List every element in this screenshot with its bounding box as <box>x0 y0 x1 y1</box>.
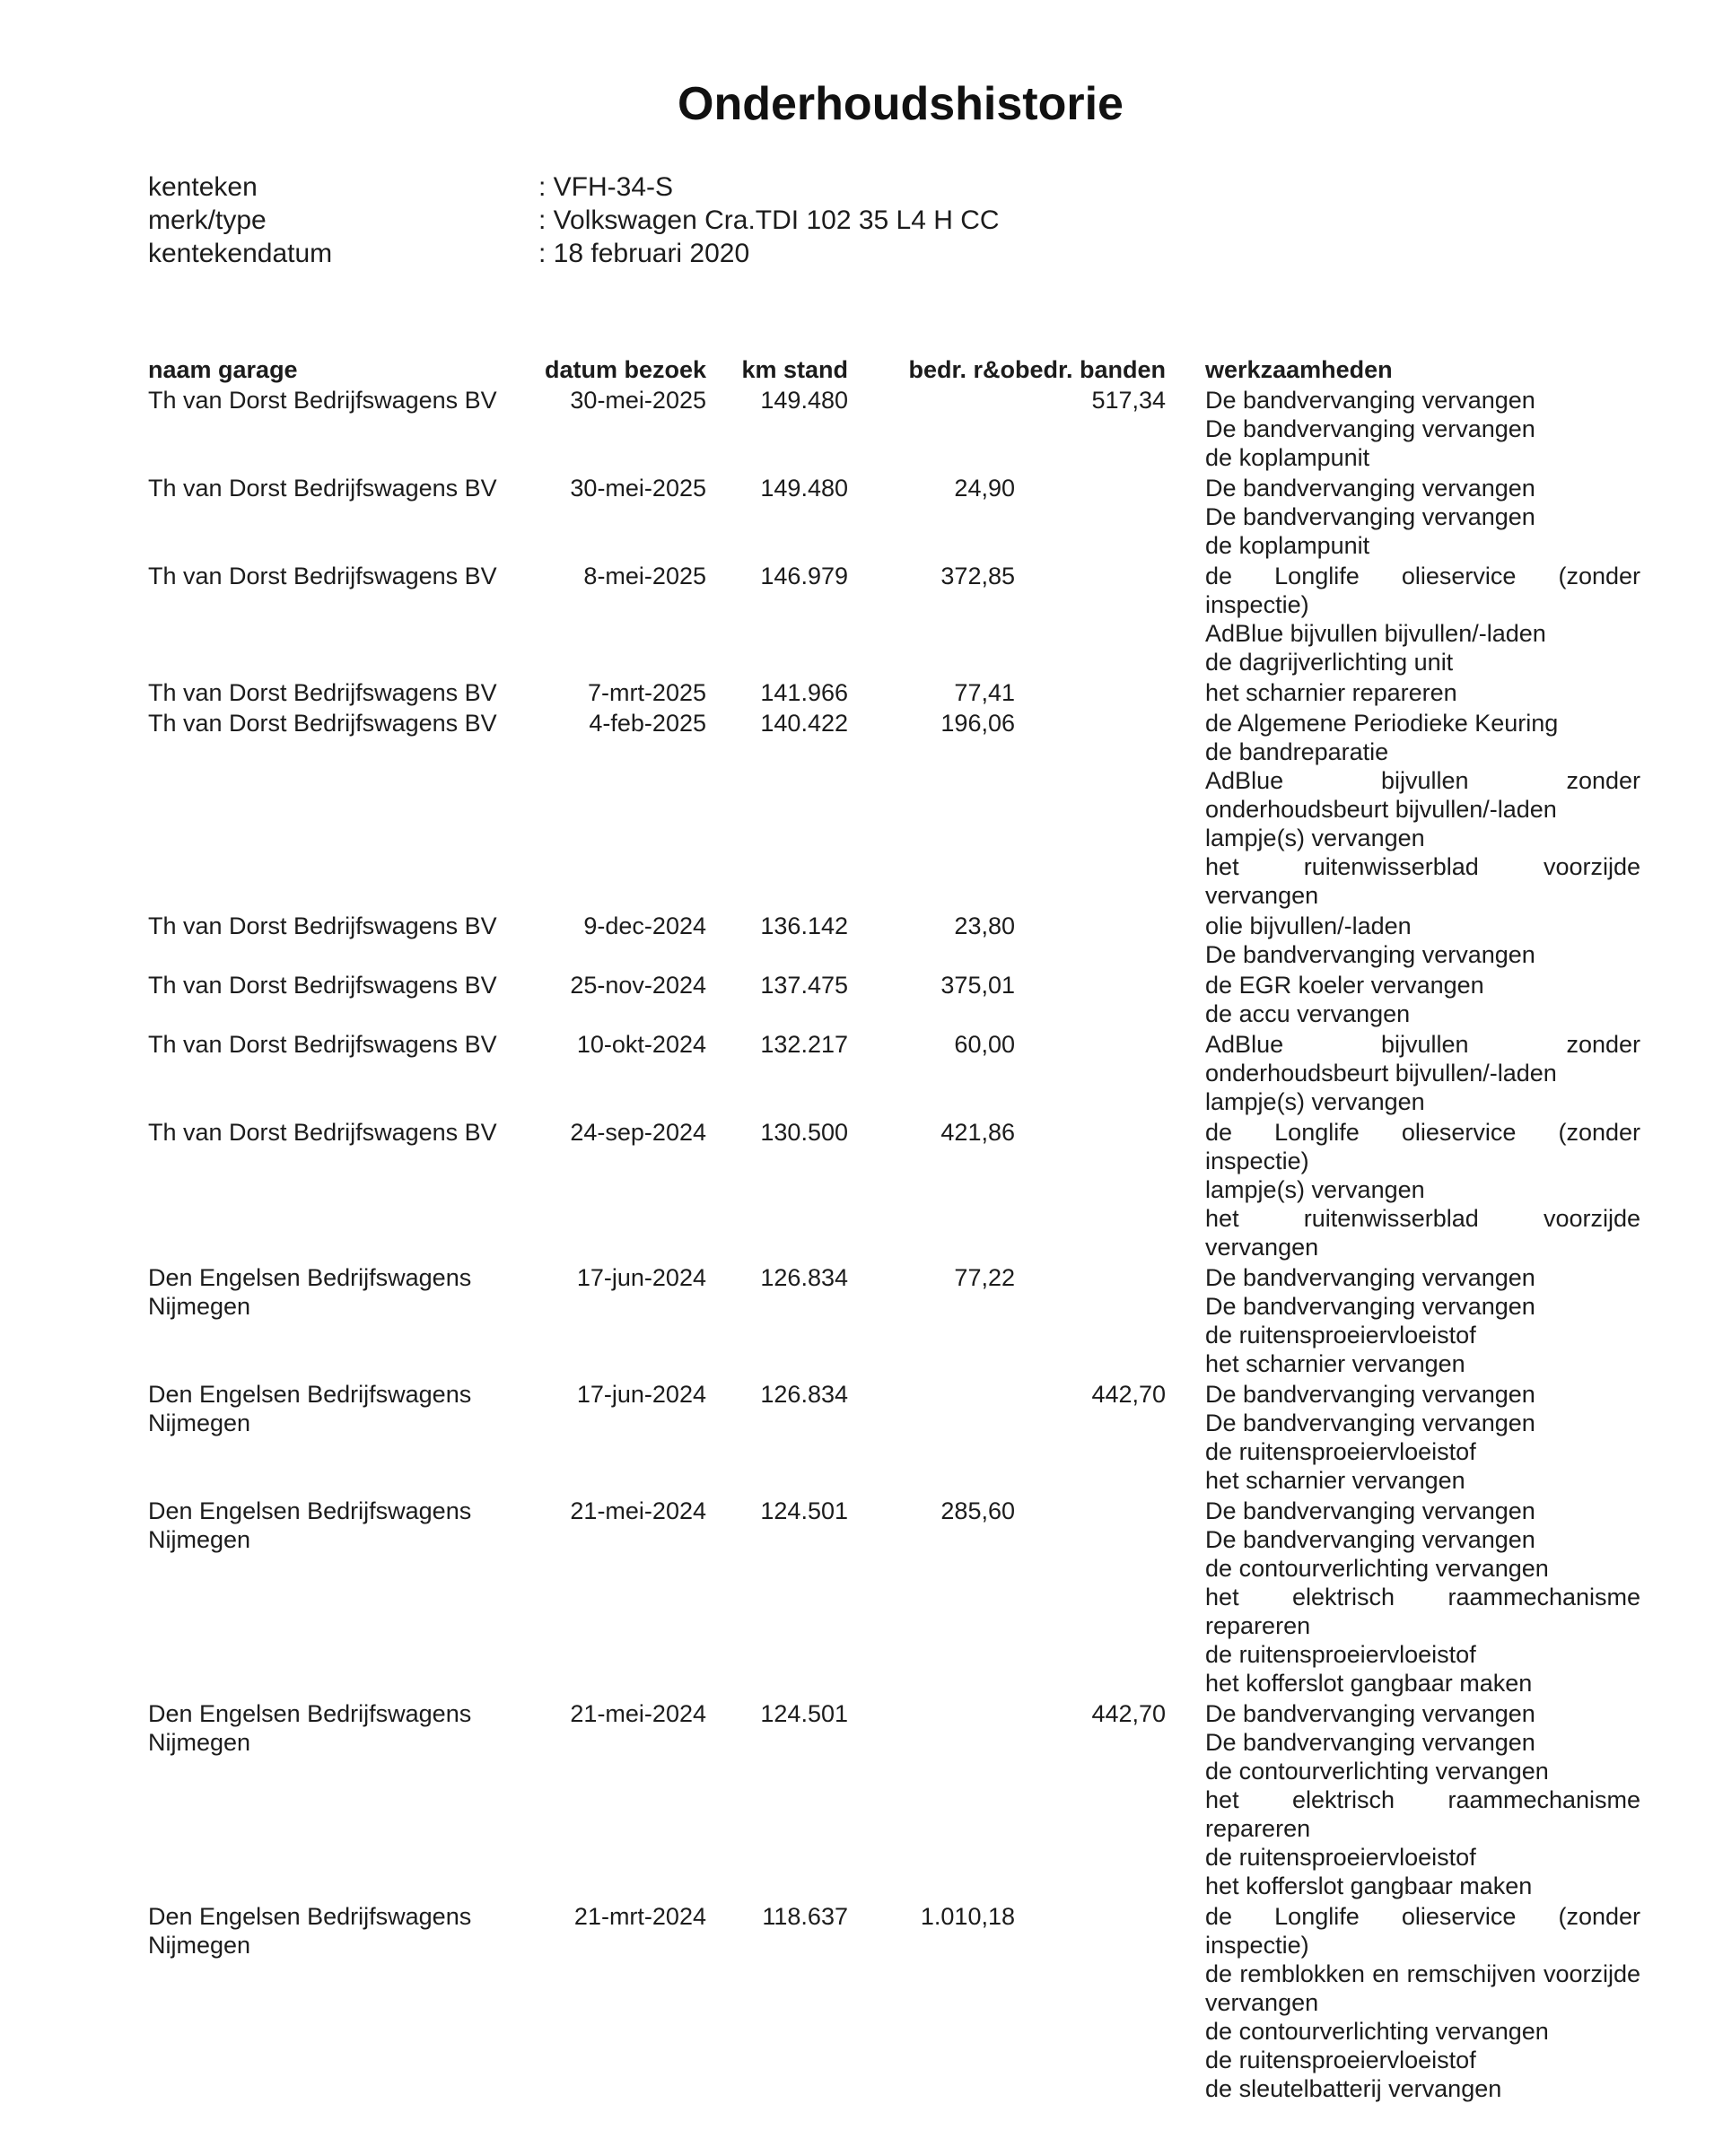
visit-date-cell: 7-mrt-2025 <box>587 679 706 706</box>
work-item: De bandvervanging vervangen <box>1205 415 1535 442</box>
garage-name-cell: Th van Dorst Bedrijfswagens BV <box>148 912 497 939</box>
page-title: Onderhoudshistorie <box>678 78 1124 130</box>
amount-tyres-cell <box>1015 709 1166 912</box>
work-item: De bandvervanging vervangen <box>1205 503 1535 530</box>
amount-tyres-cell: 442,70 <box>1091 1381 1167 1408</box>
work-item: De bandvervanging vervangen <box>1205 1410 1535 1436</box>
odometer-cell: 124.501 <box>760 1497 848 1524</box>
amount-tyres-cell <box>1015 1118 1166 1263</box>
table-body <box>148 386 1640 2105</box>
work-items-cell <box>1166 474 1640 562</box>
amount-repair-cell: 421,86 <box>940 1119 1015 1146</box>
column-header-work: werkzaamheden <box>1205 356 1393 383</box>
visit-date-cell: 10-okt-2024 <box>576 1031 706 1058</box>
odometer-cell: 136.142 <box>760 912 848 939</box>
visit-date-cell: 8-mei-2025 <box>583 563 706 589</box>
odometer-cell: 126.834 <box>760 1264 848 1291</box>
work-item: de ruitensproeiervloeistof <box>1205 1641 1476 1668</box>
work-item: de contourverlichting vervangen <box>1205 2018 1549 2045</box>
table-row <box>148 1118 1640 1263</box>
visit-date-cell: 17-jun-2024 <box>576 1264 706 1291</box>
visit-date-cell: 30-mei-2025 <box>570 387 706 414</box>
visit-date-cell: 30-mei-2025 <box>570 475 706 502</box>
amount-repair-cell: 375,01 <box>940 972 1015 999</box>
work-item: AdBlue bijvullen zonder onderhoudsbeurt bijvullen/-laden <box>1205 1031 1641 1087</box>
table-row <box>148 971 1640 1030</box>
amount-repair-cell: 60,00 <box>954 1031 1015 1058</box>
work-items-cell <box>1166 1118 1640 1263</box>
table-row <box>148 709 1640 912</box>
work-item: het elektrisch raammechanisme repareren <box>1205 1584 1641 1639</box>
odometer-cell: 141.966 <box>760 679 848 706</box>
amount-repair-cell: 23,80 <box>954 912 1015 939</box>
column-header-garage: naam garage <box>148 356 298 383</box>
amount-tyres-cell <box>1015 1263 1166 1380</box>
odometer-cell: 118.637 <box>762 1903 848 1930</box>
vehicle-info-row <box>148 170 1000 204</box>
vehicle-info-block <box>148 170 1000 270</box>
amount-repair-cell <box>848 1380 1015 1497</box>
odometer-cell: 137.475 <box>760 972 848 999</box>
work-item: De bandvervanging vervangen <box>1205 941 1535 968</box>
work-item: de ruitensproeiervloeistof <box>1205 2047 1476 2073</box>
work-item: De bandvervanging vervangen <box>1205 1729 1535 1756</box>
table-row <box>148 474 1640 562</box>
garage-name-cell: Den Engelsen Bedrijfswagens Nijmegen <box>148 1497 472 1553</box>
work-item: het ruitenwisserblad voorzijde vervangen <box>1205 1205 1641 1261</box>
garage-name-cell: Den Engelsen Bedrijfswagens Nijmegen <box>148 1700 472 1756</box>
work-item: olie bijvullen/-laden <box>1205 912 1412 939</box>
work-item: het elektrisch raammechanisme repareren <box>1205 1786 1641 1842</box>
work-item: De bandvervanging vervangen <box>1205 1293 1535 1320</box>
garage-name-cell: Den Engelsen Bedrijfswagens Nijmegen <box>148 1264 472 1320</box>
table-row <box>148 1699 1640 1902</box>
work-item: De bandvervanging vervangen <box>1205 387 1535 414</box>
amount-repair-cell: 372,85 <box>940 563 1015 589</box>
work-item: de EGR koeler vervangen <box>1205 972 1484 999</box>
work-item: de ruitensproeiervloeistof <box>1205 1322 1476 1349</box>
work-items-cell <box>1166 1030 1640 1118</box>
amount-repair-cell <box>848 1699 1015 1902</box>
amount-tyres-cell <box>1015 912 1166 971</box>
work-item: de sleutelbatterij vervangen <box>1205 2075 1502 2102</box>
maintenance-history-table <box>148 355 1640 2105</box>
amount-tyres-cell <box>1015 1030 1166 1118</box>
odometer-cell: 149.480 <box>760 387 848 414</box>
work-item: De bandvervanging vervangen <box>1205 1497 1535 1524</box>
amount-tyres-cell <box>1015 971 1166 1030</box>
license-plate-value: : VFH-34-S <box>538 172 674 202</box>
work-item: lampje(s) vervangen <box>1205 1176 1425 1203</box>
table-row <box>148 1497 1640 1699</box>
amount-repair-cell: 1.010,18 <box>920 1903 1015 1930</box>
amount-tyres-cell: 442,70 <box>1091 1700 1167 1727</box>
column-header-visit-date: datum bezoek <box>544 356 706 383</box>
work-items-cell <box>1166 562 1640 678</box>
work-item: de contourverlichting vervangen <box>1205 1758 1549 1785</box>
work-item: de ruitensproeiervloeistof <box>1205 1438 1476 1465</box>
vehicle-info-row <box>148 237 1000 270</box>
amount-repair-cell: 77,41 <box>954 679 1015 706</box>
table-row <box>148 562 1640 678</box>
garage-name-cell: Th van Dorst Bedrijfswagens BV <box>148 1119 497 1146</box>
work-item: de contourverlichting vervangen <box>1205 1555 1549 1582</box>
visit-date-cell: 21-mrt-2024 <box>573 1903 706 1930</box>
odometer-cell: 146.979 <box>760 563 848 589</box>
work-items-cell <box>1166 1380 1640 1497</box>
amount-tyres-cell <box>1015 1497 1166 1699</box>
work-item: De bandvervanging vervangen <box>1205 1381 1535 1408</box>
work-item: De bandvervanging vervangen <box>1205 1526 1535 1553</box>
work-items-cell <box>1166 1902 1640 2105</box>
visit-date-cell: 21-mei-2024 <box>570 1700 706 1727</box>
work-item: de Longlife olieservice (zonder inspectie) <box>1205 1119 1641 1174</box>
work-item: het kofferslot gangbaar maken <box>1205 1872 1533 1899</box>
license-plate-label: kenteken <box>148 172 258 202</box>
work-item: het scharnier vervangen <box>1205 1350 1465 1377</box>
table-row <box>148 1902 1640 2105</box>
garage-name-cell: Th van Dorst Bedrijfswagens BV <box>148 679 497 706</box>
work-item: lampje(s) vervangen <box>1205 825 1425 851</box>
visit-date-cell: 9-dec-2024 <box>583 912 706 939</box>
work-item: de dagrijverlichting unit <box>1205 649 1454 676</box>
registration-date-value: : 18 februari 2020 <box>538 239 750 268</box>
garage-name-cell: Th van Dorst Bedrijfswagens BV <box>148 1031 497 1058</box>
amount-tyres-cell <box>1015 1902 1166 2105</box>
work-item: de accu vervangen <box>1205 1000 1411 1027</box>
work-item: de Longlife olieservice (zonder inspectie) <box>1205 1903 1641 1959</box>
visit-date-cell: 24-sep-2024 <box>570 1119 706 1146</box>
work-items-cell <box>1166 678 1640 709</box>
amount-tyres-cell: 517,34 <box>1091 387 1167 414</box>
column-header-odometer: km stand <box>741 356 848 383</box>
amount-repair-cell: 196,06 <box>940 710 1015 737</box>
amount-repair-cell <box>848 386 1015 474</box>
work-items-cell <box>1166 1699 1640 1902</box>
work-item: de remblokken en remschijven voorzijde vervangen <box>1205 1960 1641 2016</box>
table-row <box>148 1030 1640 1118</box>
table-row <box>148 386 1640 474</box>
work-item: De bandvervanging vervangen <box>1205 475 1535 502</box>
registration-date-label: kentekendatum <box>148 239 333 268</box>
table-row <box>148 1263 1640 1380</box>
garage-name-cell: Den Engelsen Bedrijfswagens Nijmegen <box>148 1381 472 1436</box>
table-row <box>148 1380 1640 1497</box>
work-item: de koplampunit <box>1205 532 1370 559</box>
amount-tyres-cell <box>1015 562 1166 678</box>
work-items-cell <box>1166 971 1640 1030</box>
amount-tyres-cell <box>1015 678 1166 709</box>
odometer-cell: 132.217 <box>760 1031 848 1058</box>
garage-name-cell: Th van Dorst Bedrijfswagens BV <box>148 710 497 737</box>
work-items-cell <box>1166 386 1640 474</box>
work-item: lampje(s) vervangen <box>1205 1088 1425 1115</box>
work-item: de koplampunit <box>1205 444 1370 471</box>
visit-date-cell: 21-mei-2024 <box>570 1497 706 1524</box>
garage-name-cell: Th van Dorst Bedrijfswagens BV <box>148 563 497 589</box>
amount-repair-cell: 24,90 <box>954 475 1015 502</box>
work-item: het scharnier repareren <box>1205 679 1457 706</box>
odometer-cell: 149.480 <box>760 475 848 502</box>
work-item: het kofferslot gangbaar maken <box>1205 1670 1533 1697</box>
odometer-cell: 130.500 <box>760 1119 848 1146</box>
make-type-label: merk/type <box>148 205 267 235</box>
work-item: het ruitenwisserblad voorzijde vervangen <box>1205 853 1641 909</box>
vehicle-info-row <box>148 204 1000 237</box>
garage-name-cell: Th van Dorst Bedrijfswagens BV <box>148 475 497 502</box>
work-items-cell <box>1166 1497 1640 1699</box>
table-row <box>148 678 1640 709</box>
make-type-value: : Volkswagen Cra.TDI 102 35 L4 H CC <box>538 205 1000 235</box>
visit-date-cell: 4-feb-2025 <box>589 710 706 737</box>
table-header-row <box>148 355 1640 386</box>
garage-name-cell: Den Engelsen Bedrijfswagens Nijmegen <box>148 1903 472 1959</box>
work-item: De bandvervanging vervangen <box>1205 1700 1535 1727</box>
visit-date-cell: 25-nov-2024 <box>570 972 706 999</box>
work-item: het scharnier vervangen <box>1205 1467 1465 1494</box>
work-items-cell <box>1166 709 1640 912</box>
odometer-cell: 126.834 <box>760 1381 848 1408</box>
work-item: De bandvervanging vervangen <box>1205 1264 1535 1291</box>
work-item: de Algemene Periodieke Keuring <box>1205 710 1559 737</box>
work-item: de ruitensproeiervloeistof <box>1205 1844 1476 1871</box>
garage-name-cell: Th van Dorst Bedrijfswagens BV <box>148 387 497 414</box>
amount-tyres-cell <box>1015 474 1166 562</box>
amount-repair-cell: 285,60 <box>940 1497 1015 1524</box>
column-header-amount-tyres: bedr. banden <box>1015 356 1167 383</box>
work-item: AdBlue bijvullen bijvullen/-laden <box>1205 620 1546 647</box>
odometer-cell: 140.422 <box>760 710 848 737</box>
table-header <box>148 355 1640 386</box>
amount-repair-cell: 77,22 <box>954 1264 1015 1291</box>
work-item: AdBlue bijvullen zonder onderhoudsbeurt bijvullen/-laden <box>1205 767 1641 823</box>
work-item: de bandreparatie <box>1205 738 1389 765</box>
odometer-cell: 124.501 <box>760 1700 848 1727</box>
visit-date-cell: 17-jun-2024 <box>576 1381 706 1408</box>
table-row <box>148 912 1640 971</box>
column-header-amount-repair: bedr. r&o <box>908 356 1015 383</box>
work-items-cell <box>1166 912 1640 971</box>
work-items-cell <box>1166 1263 1640 1380</box>
work-item: de Longlife olieservice (zonder inspectie) <box>1205 563 1641 618</box>
garage-name-cell: Th van Dorst Bedrijfswagens BV <box>148 972 497 999</box>
